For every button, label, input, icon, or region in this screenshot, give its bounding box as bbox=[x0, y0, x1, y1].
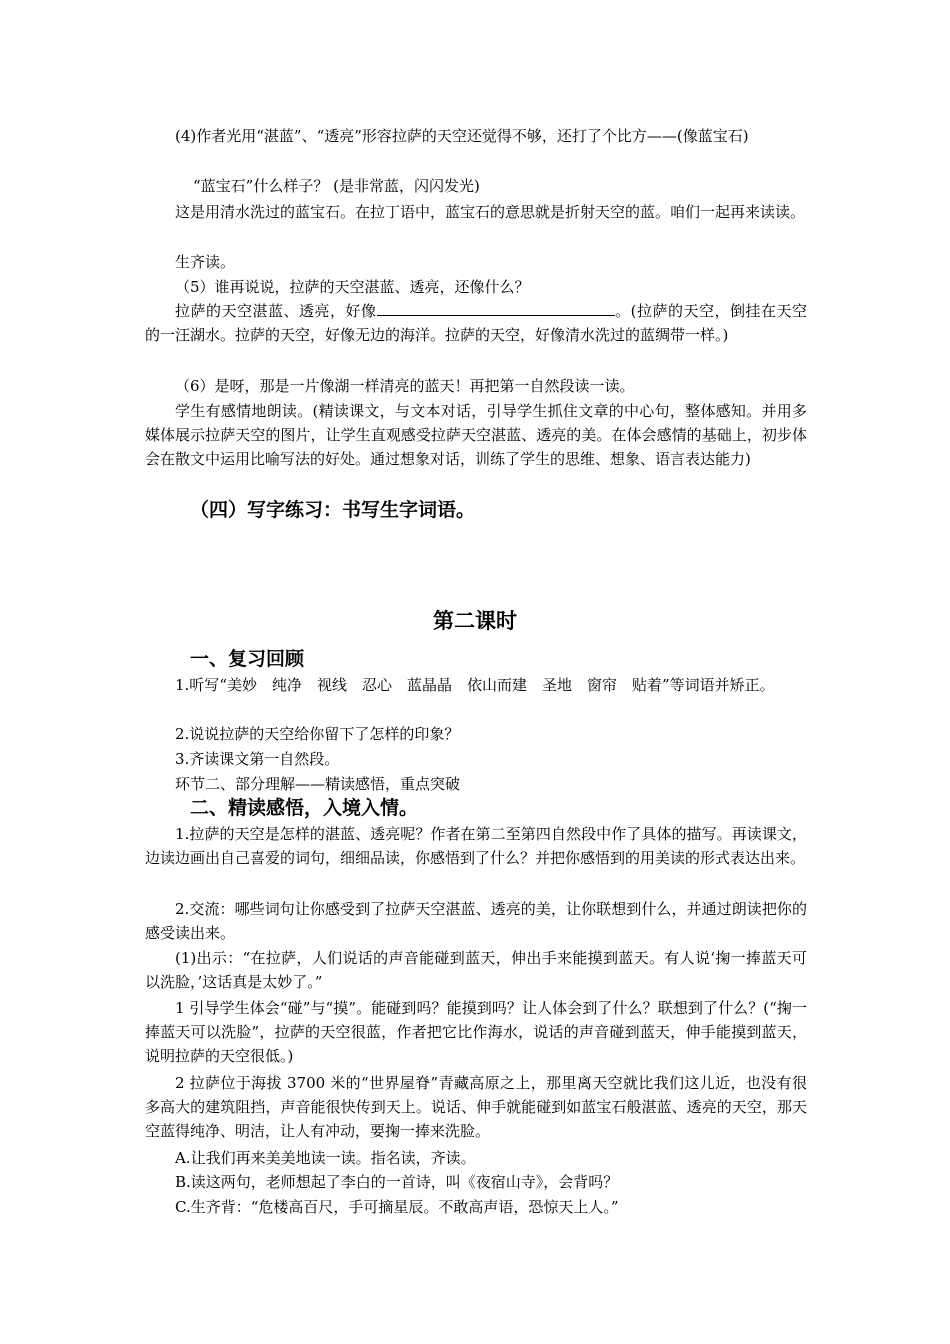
fill-blank-suffix: 。(拉萨的天空，倒挂在天空的一汪湖水。拉萨的天空，好像无边的海洋。拉萨的天空，好像清水洗过的蓝绸带一样。) bbox=[145, 302, 807, 344]
paragraph-step-b: B.读这两句，老师想起了李白的一首诗，叫《夜宿山寺》，会背吗？ bbox=[175, 1173, 619, 1191]
paragraph-guide-1: 1 引导学生体会“碰”与“摸”。能碰到吗？能摸到吗？让人体会到了什么？联想到了什么？(“掬一捧蓝天可以洗脸”，拉萨的天空很蓝，作者把它比作海水，说话的声音碰到蓝天，伸手能摸到蓝天，说明拉萨的天空很低。) bbox=[145, 999, 807, 1065]
paragraph-task-1: 1.拉萨的天空是怎样的湛蓝、透亮呢？作者在第二至第四自然段中作了具体的描写。再读课文，边读边画出自己喜爱的词句，细细品读，你感悟到了什么？并把你感悟到的用美读的形式表达出来。 bbox=[145, 825, 807, 867]
lesson-title: 第二课时 bbox=[433, 608, 517, 633]
paragraph-step-c: C.生齐背：“危楼高百尺，手可摘星辰。不敢高声语，恐惊天上人。” bbox=[175, 1198, 619, 1216]
paragraph-quote: (1)出示：“在拉萨，人们说话的声音能碰到蓝天，伸出手来能摸到蓝天。有人说‘掬一捧蓝天可以洗脸，’这话真是太妙了。” bbox=[145, 949, 807, 991]
paragraph-impression: 2.说说拉萨的天空给你留下了怎样的印象？ bbox=[175, 725, 460, 743]
paragraph-sapphire-explain: 这是用清水洗过的蓝宝石。在拉丁语中，蓝宝石的意思就是折射天空的蓝。咱们一起再来读读。 bbox=[175, 203, 806, 221]
heading-review: 一、复习回顾 bbox=[190, 648, 305, 670]
paragraph-sapphire-metaphor: (4)作者光用“湛蓝”、“透亮”形容拉萨的天空还觉得不够，还打了个比方——(像蓝宝石) bbox=[175, 127, 749, 145]
paragraph-read-together: 生齐读。 bbox=[175, 253, 236, 271]
paragraph-read-first: 3.齐读课文第一自然段。 bbox=[175, 750, 340, 768]
paragraph-fill-blank bbox=[145, 299, 807, 347]
paragraph-question-5: （5）谁再说说，拉萨的天空湛蓝、透亮，还像什么？ bbox=[175, 278, 530, 296]
paragraph-sapphire-question: “蓝宝石”什么样子？ (是非常蓝，闪闪发光) bbox=[193, 177, 480, 195]
paragraph-reading-notes: 学生有感情地朗读。(精读课文，与文本对话，引导学生抓住文章的中心句，整体感知。并用多媒体展示拉萨天空的图片，让学生直观感受拉萨天空湛蓝、透亮的美。在体会感情的基础上，初步体会在散文中运用比喻写法的好处。通过想象对话，训练了学生的思维、想象、语言表达能力) bbox=[145, 402, 807, 468]
paragraph-task-2: 2.交流：哪些词句让你感受到了拉萨天空湛蓝、透亮的美，让你联想到什么，并通过朗读把你的感受读出来。 bbox=[145, 900, 807, 942]
paragraph-question-6: （6）是呀，那是一片像湖一样清亮的蓝天！再把第一自然段读一读。 bbox=[175, 377, 635, 395]
fill-blank-line bbox=[377, 301, 615, 316]
paragraph-stage-two: 环节二、部分理解——精读感悟，重点突破 bbox=[175, 775, 461, 793]
heading-writing-practice: （四）写字练习：书写生字词语。 bbox=[190, 499, 476, 521]
paragraph-guide-2: 2 拉萨位于海拔 3700 米的“世界屋脊”青藏高原之上，那里离天空就比我们这儿近，也没有很多高大的建筑阻挡，声音能很快传到天上。说话、伸手就能碰到如蓝宝石般湛蓝、透亮的天空，那天空蓝得纯净、明洁，让人有冲动，要掬一捧来洗脸。 bbox=[145, 1074, 807, 1140]
fill-blank-prefix: 拉萨的天空湛蓝、透亮，好像 bbox=[175, 302, 377, 320]
paragraph-dictation: 1.听写“美妙 纯净 视线 忍心 蓝晶晶 依山而建 圣地 窗帘 贴着”等词语并矫正。 bbox=[175, 676, 775, 694]
heading-close-reading: 二、精读感悟，入境入情。 bbox=[190, 797, 419, 819]
paragraph-step-a: A.让我们再来美美地读一读。指名读，齐读。 bbox=[175, 1149, 476, 1167]
